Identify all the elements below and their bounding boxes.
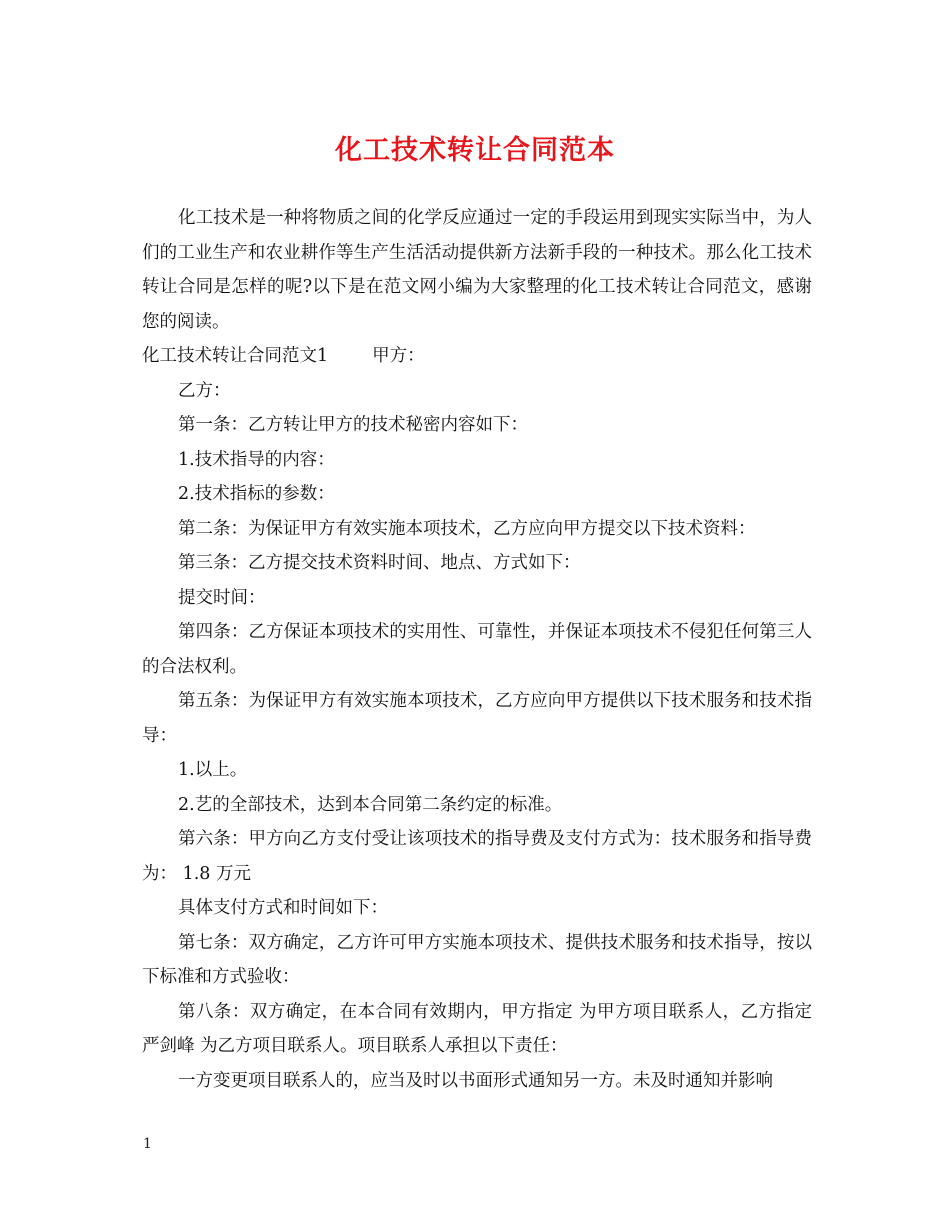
clause-6-payment: 具体支付方式和时间如下：	[178, 898, 388, 918]
clause-7: 第七条：双方确定，乙方许可甲方实施本项技术、提供技术服务和技术指导，按以下标准和方式验收：	[142, 932, 812, 987]
clause-1: 第一条：乙方转让甲方的技术秘密内容如下：	[178, 415, 528, 435]
clause-1-item-1: 1.技术指导的内容：	[178, 449, 335, 470]
clause-5: 第五条：为保证甲方有效实施本项技术，乙方应向甲方提供以下技术服务和技术指导：	[142, 691, 812, 746]
clause-3-submit-time: 提交时间：	[178, 587, 266, 608]
document-body	[142, 201, 812, 1098]
page-number: 1	[143, 1136, 152, 1152]
clause-1-item-2: 2.技术指标的参数：	[178, 484, 335, 504]
clause-8-contact-change: 一方变更项目联系人的，应当及时以书面形式通知另一方。未及时通知并影响	[178, 1070, 773, 1091]
clause-5-item-1: 1.以上。	[178, 760, 248, 780]
clause-8: 第八条：双方确定，在本合同有效期内，甲方指定 为甲方项目联系人，乙方指定 严剑峰 为乙方项目联系人。项目联系人承担以下责任：	[142, 1001, 812, 1056]
clause-3: 第三条：乙方提交技术资料时间、地点、方式如下：	[178, 553, 581, 573]
section-heading-line	[142, 339, 812, 374]
intro-paragraph: 化工技术是一种将物质之间的化学反应通过一定的手段运用到现实实际当中，为人们的工业生产和农业耕作等生产生活活动提供新方法新手段的一种技术。那么化工技术转让合同是怎样的呢?以下是在范文网小编为大家整理的化工技术转让合同范文，感谢您的阅读。	[142, 208, 812, 332]
clause-2: 第二条：为保证甲方有效实施本项技术，乙方应向甲方提交以下技术资料：	[178, 518, 756, 539]
party-a-label: 甲方：	[372, 346, 425, 366]
party-b-label: 乙方：	[178, 380, 231, 401]
clause-5-item-2: 2.艺的全部技术，达到本合同第二条约定的标准。	[178, 794, 563, 815]
section-heading: 化工技术转让合同范文1	[142, 346, 329, 366]
document-title: 化工技术转让合同范本	[335, 135, 615, 166]
clause-6: 第六条：甲方向乙方支付受让该项技术的指导费及支付方式为：技术服务和指导费为： 1.8 万元	[142, 829, 812, 884]
clause-4: 第四条：乙方保证本项技术的实用性、可靠性，并保证本项技术不侵犯任何第三人的合法权利。	[142, 622, 812, 677]
